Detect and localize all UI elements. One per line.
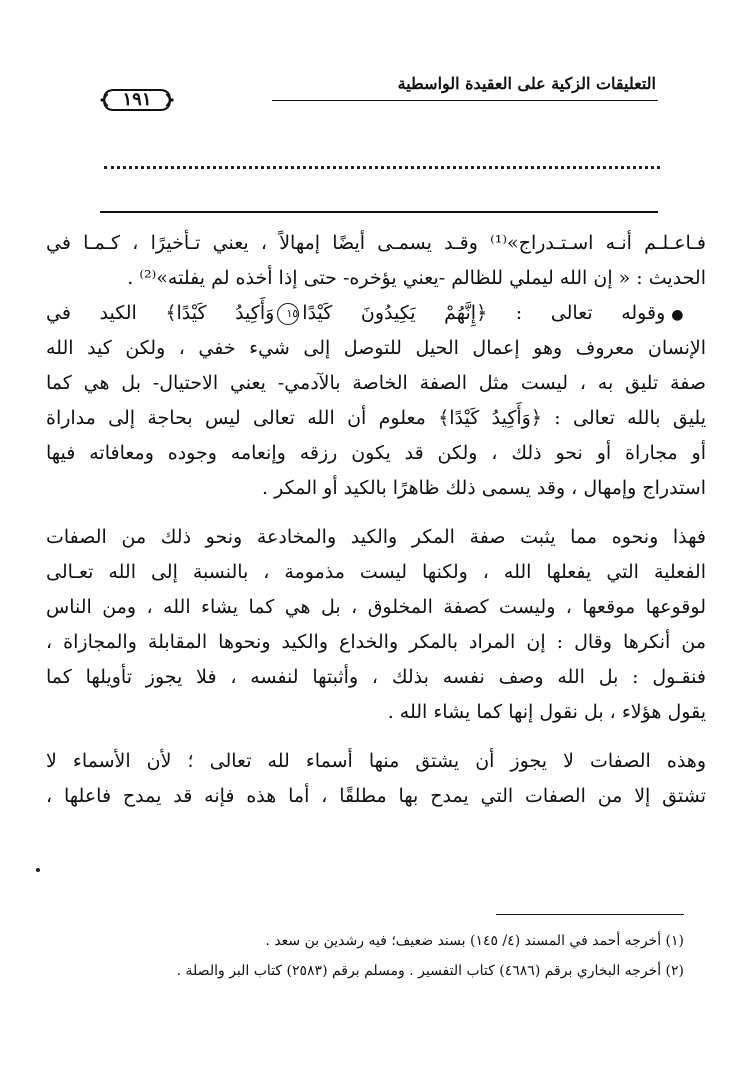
text-line: صفة تليق به ، ليست مثل الصفة الخاصة بالآدمي- يعني الاحتيال- بل هي كما <box>46 372 706 394</box>
text-line: أو مجاراة أو نحو ذلك ، ولكن قد يكون رزقه وإنعامه وجوده ومعافاته فيها <box>46 442 706 464</box>
text-line: فهذا ونحوه مما يثبت صفة المكر والكيد والمخادعة ونحو ذلك من الصفات <box>46 526 706 548</box>
text-line: من أنكرها وقال : إن المراد بالمكر والخداع والكيد ونحوها المقابلة والمجازاة ، <box>46 631 706 653</box>
text-line: تشتق إلا من الصفات التي يمدح بها مطلقًا ، أما هذه فإنه قد يمدح فاعلها ، <box>46 785 706 807</box>
paragraph-gap <box>46 730 706 744</box>
footnote-rule <box>496 914 684 915</box>
bullet-icon: ● <box>671 307 706 323</box>
text-line: يقول هؤلاء ، بل نقول إنها كما يشاء الله . <box>387 701 706 723</box>
header-rule <box>272 100 658 101</box>
running-title: التعليقات الزكية على العقيدة الواسطية <box>397 74 656 93</box>
text-line: الإنسان معروف وهو إعمال الحيل للتوصل إلى شيء خفي ، ولكن كيد الله <box>46 337 706 359</box>
text-line: فنقـول : بل الله وصف نفسه بذلك ، وأثبتها لنفسه ، فلا يجوز تأويلها كما <box>46 666 706 688</box>
quran-verse: وقوله تعالى : ﴿إِنَّهُمْ يَكِيدُونَ كَيْدًا <box>302 302 666 324</box>
page-header <box>100 64 658 124</box>
text-line <box>46 296 706 331</box>
page-number: ١٩١ <box>122 89 152 110</box>
text-line: يليق بالله تعالى : ﴿وَأَكِيدُ كَيْدًا﴾ معلوم أن الله تعالى ليس بحاجة إلى مداراة <box>46 407 706 429</box>
text-line: الفعلية التي يفعلها الله ، ولكنها ليست مذمومة ، بالنسبة إلى الله تعـالى <box>46 561 706 583</box>
ayah-number-badge: ١٥ <box>277 303 299 325</box>
paragraph-gap <box>46 506 706 520</box>
text-line: لوقوعها موقعها ، وليست كصفة المخلوق ، بل هي كما يشاء الله ، ومن الناس <box>46 596 706 618</box>
quran-verse-cont: وَأَكِيدُ كَيْدًا﴾ الكيد في <box>46 302 275 324</box>
text-line: وهذه الصفات لا يجوز أن يشتق منها أسماء لله تعالى ؛ لأن الأسماء لا <box>46 750 706 772</box>
dotted-separator <box>104 166 660 169</box>
footnotes <box>124 926 684 986</box>
text-line: فـاعـلـم أنـه اسـتـدراج»⁽¹⁾ وقـد يسمـى أيضًا إمهالاً ، يعني تـأخيرًا ، كـمـا في <box>46 232 706 254</box>
text-line: الحديث : « إن الله ليملي للظالم -يعني يؤخره- حتى إذا أخذه لم يفلته»⁽²⁾ . <box>127 267 706 289</box>
text-line: استدراج وإمهال ، وقد يسمى ذلك ظاهرًا بالكيد أو المكر . <box>262 477 706 499</box>
footnote-2: (٢) أخرجه البخاري برقم (٤٦٨٦) كتاب التفسير . ومسلم برقم (٢٥٨٣) كتاب البر والصلة . <box>176 963 684 979</box>
footnote-1: (١) أخرجه أحمد في المسند (٤/ ١٤٥) بسند ضعيف؛ فيه رشدين بن سعد . <box>265 933 684 949</box>
text-top-rule <box>100 211 658 213</box>
margin-mark <box>36 868 40 872</box>
main-text <box>46 226 706 814</box>
